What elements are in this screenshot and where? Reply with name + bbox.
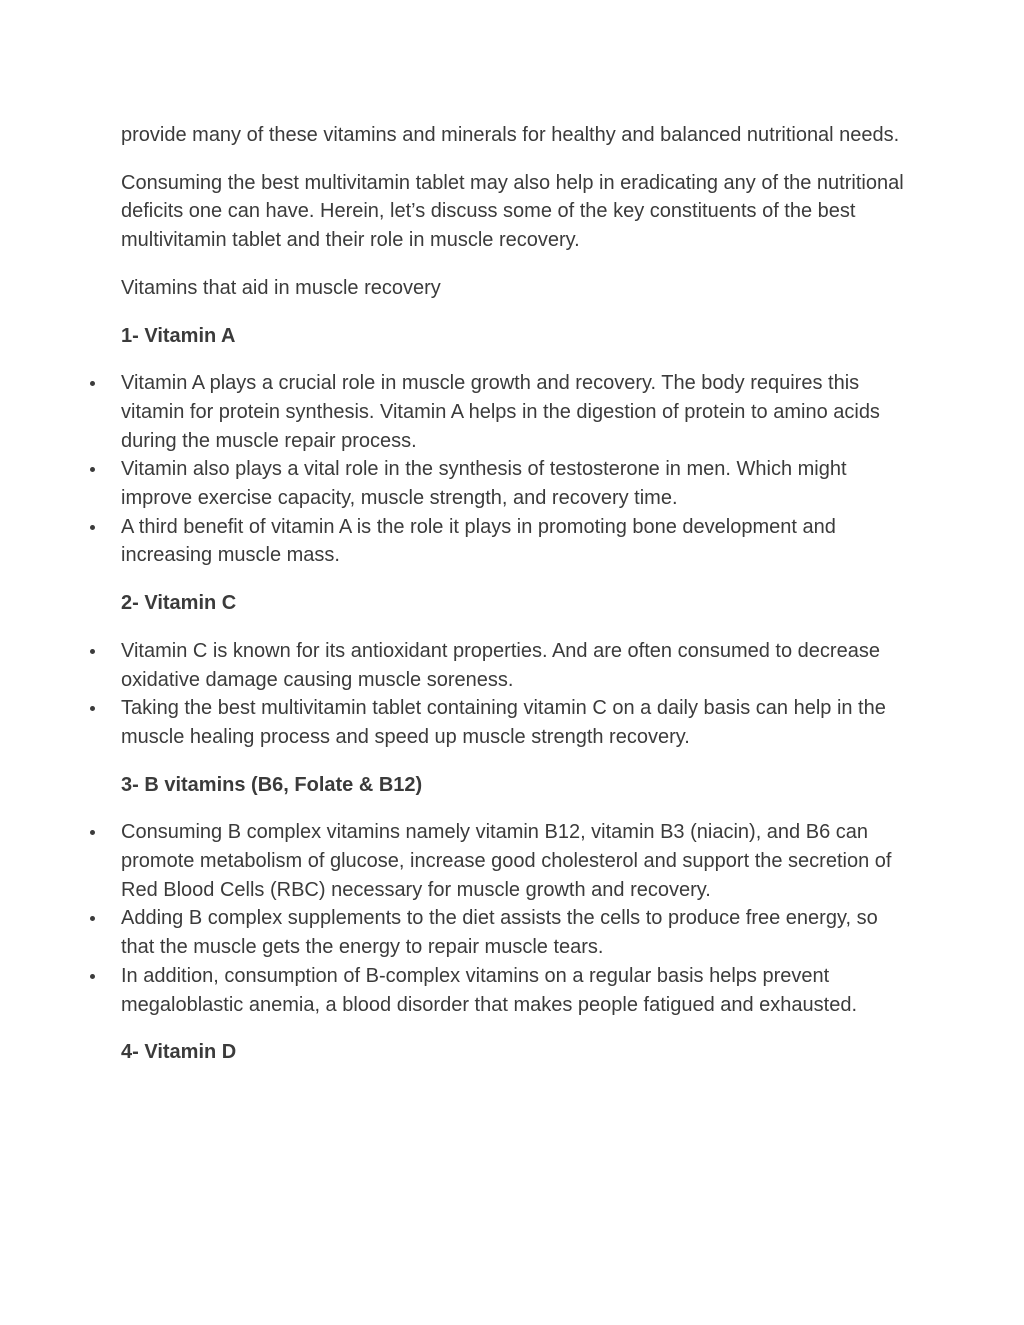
section-heading-b-vitamins: 3- B vitamins (B6, Folate & B12) <box>121 773 423 796</box>
bullet-icon <box>90 916 95 921</box>
bullet-icon <box>90 649 95 654</box>
list-item-text: In addition, consumption of B-complex vitamins on a regular basis helps prevent megaloblastic anemia, a blood disorder that makes people fatigued and exhausted. <box>121 964 858 1016</box>
list-item <box>121 513 911 570</box>
list-item <box>121 818 911 904</box>
list-item <box>121 904 911 961</box>
bullet-list-vitamin-c <box>121 637 911 752</box>
section-heading-vitamin-d: 4- Vitamin D <box>121 1041 237 1064</box>
bullet-icon <box>90 525 95 530</box>
list-item-text: Taking the best multivitamin tablet containing vitamin C on a daily basis can help in the muscle healing process and speed up muscle strength recovery. <box>121 697 886 748</box>
list-item-text: Consuming B complex vitamins namely vitamin B12, vitamin B3 (niacin), and B6 can promote metabolism of glucose, increase good cholesterol and support the secretion of Red Blood Cells (RBC) necessary for muscle growth and recovery. <box>121 821 892 901</box>
section-intro: Vitamins that aid in muscle recovery <box>121 276 441 299</box>
bullet-list-b-vitamins <box>121 818 911 1019</box>
list-item <box>121 455 911 512</box>
section-heading-vitamin-c: 2- Vitamin C <box>121 592 237 615</box>
list-item-text: A third benefit of vitamin A is the role it plays in promoting bone development and increasing muscle mass. <box>121 515 836 567</box>
bullet-icon <box>90 706 95 711</box>
list-item <box>121 637 911 694</box>
intro-paragraph: provide many of these vitamins and minerals for healthy and balanced nutritional needs. <box>121 124 900 146</box>
list-item <box>121 369 911 455</box>
list-item <box>121 962 911 1019</box>
list-item-text: Vitamin C is known for its antioxidant properties. And are often consumed to decrease oxidative damage causing muscle soreness. <box>121 639 880 691</box>
bullet-icon <box>90 381 95 386</box>
intro-paragraph: Consuming the best multivitamin tablet may also help in eradicating any of the nutritional deficits one can have. Herein, let’s discuss some of the key constituents of the best multivitamin tablet and their role in muscle recovery. <box>121 171 904 252</box>
section-heading-vitamin-a: 1- Vitamin A <box>121 324 236 347</box>
bullet-list-vitamin-a <box>121 369 911 570</box>
bullet-icon <box>90 830 95 835</box>
list-item-text: Adding B complex supplements to the diet assists the cells to produce free energy, so that the muscle gets the energy to repair muscle tears. <box>121 907 878 959</box>
list-item-text: Vitamin also plays a vital role in the synthesis of testosterone in men. Which might improve exercise capacity, muscle strength, and recovery time. <box>121 458 847 510</box>
list-item-text: Vitamin A plays a crucial role in muscle growth and recovery. The body requires this vitamin for protein synthesis. Vitamin A helps in the digestion of protein to amino acids during the muscle repair process. <box>121 372 880 452</box>
bullet-icon <box>90 974 95 979</box>
bullet-icon <box>90 467 95 472</box>
document-body <box>121 121 911 1086</box>
list-item <box>121 694 911 751</box>
